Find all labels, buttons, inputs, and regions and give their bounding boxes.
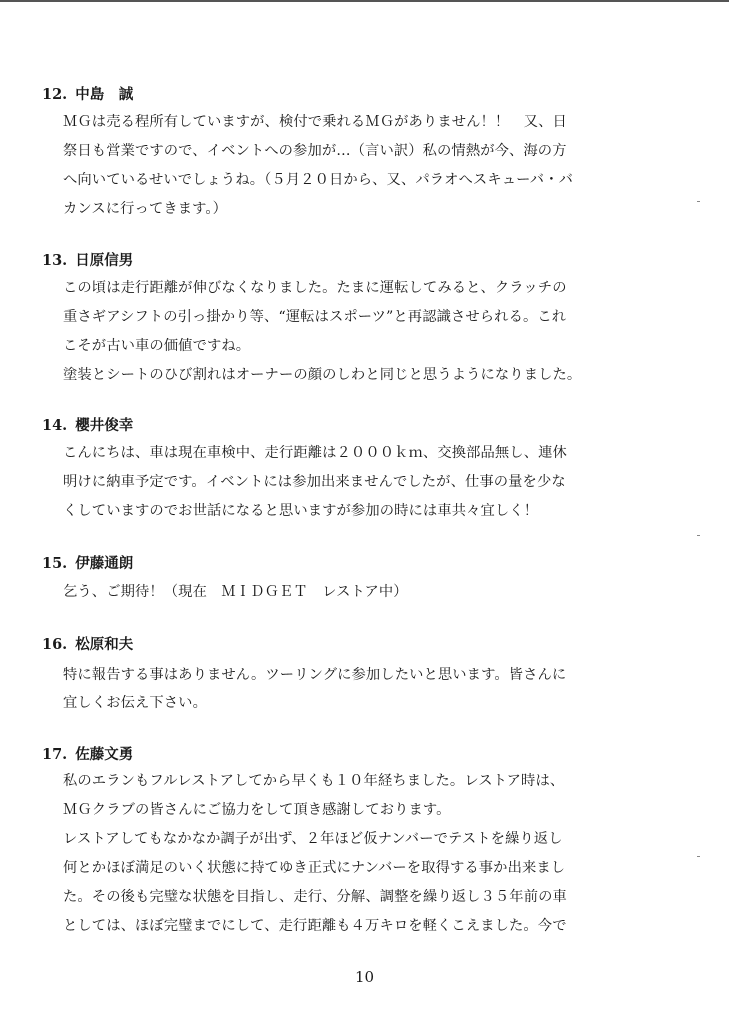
entry-text-line: た。その後も完璧な状態を目指し、走行、分解、調整を繰り返し３５年前の車 [63,889,567,905]
entry-heading [42,555,133,573]
entry-text-line: 塗装とシートのひび割れはオーナーの顔のしわと同じと思うようになりました。 [63,367,582,383]
entry-heading [42,252,133,270]
entry-text-line: カンスに行ってきます。） [63,201,228,217]
entry-number: 14. [42,417,68,434]
entry-heading [42,636,133,654]
entry-name: 伊藤通朗 [75,555,134,572]
entry-text-line: 何とかほぼ満足のいく状態に持てゆき正式にナンバーを取得する事か出来まし [63,860,566,876]
entry-text-line: こそが古い車の価値ですね。 [63,338,251,354]
entry-text-line: 明けに納車予定です。イベントには参加出来ませんでしたが、仕事の量を少な [63,474,566,490]
entry-text-line: くしていますのでお世話になると思いますが参加の時には車共々宜しく！ [63,503,539,519]
entry-text-line: この頃は走行距離が伸びなくなりました。たまに運転してみると、クラッチの [63,280,567,296]
entry-text-line: ＭＧクラブの皆さんにご協力をして頂き感謝しております。 [63,802,451,818]
entry-text-line: 特に報告する事はありません。ツーリングに参加したいと思います。皆さんに [63,667,567,683]
entry-name: 櫻井俊幸 [75,417,134,434]
entry-number: 17. [42,746,68,763]
entry-text-line: こんにちは、車は現在車検中、走行距離は２０００ｋｍ、交換部品無し、連休 [63,445,567,461]
entry-text-line: へ向いているせいでしょうね。（５月２０日から、又、パラオへスキューバ・バ [63,172,573,188]
entry-name: 日原信男 [75,252,134,269]
entry-heading [42,86,133,104]
entry-text-line: ＭＧは売る程所有していますが、検付で乗れるＭＧがありません！！ 又、日 [63,114,567,130]
entry-number: 13. [42,252,68,269]
entry-number: 12. [42,86,68,103]
entry-text-line: 私のエランもフルレストアしてから早くも１０年経ちました。レストア時は、 [63,773,565,789]
entry-heading [42,746,133,764]
entry-name: 松原和夫 [75,636,134,653]
page-number: 10 [354,968,375,986]
scan-speck [697,535,700,536]
scan-speck [697,856,700,857]
scan-speck [697,201,700,202]
entry-text-line: 重さギアシフトの引っ掛かり等、“運転はスポーツ”と再認識させられる。これ [63,309,567,325]
entry-number: 16. [42,636,68,653]
entry-heading [42,417,133,435]
entry-number: 15. [42,555,68,572]
entry-text-line: 乞う、ご期待！（現在 ＭＩＤＧＥＴ レストア中） [63,584,408,600]
entry-name: 中島 誠 [75,86,134,103]
entry-text-line: 宜しくお伝え下さい。 [63,695,207,711]
entry-name: 佐藤文勇 [75,746,134,763]
entry-text-line: レストアしてもなかなか調子が出ず、２年ほど仮ナンバーでテストを繰り返し [63,831,563,847]
entry-text-line: としては、ほぼ完璧までにして、走行距離も４万キロを軽くこえました。今で [63,918,567,934]
entry-text-line: 祭日も営業ですので、イベントへの参加が…（言い訳）私の情熱が今、海の方 [63,143,567,159]
